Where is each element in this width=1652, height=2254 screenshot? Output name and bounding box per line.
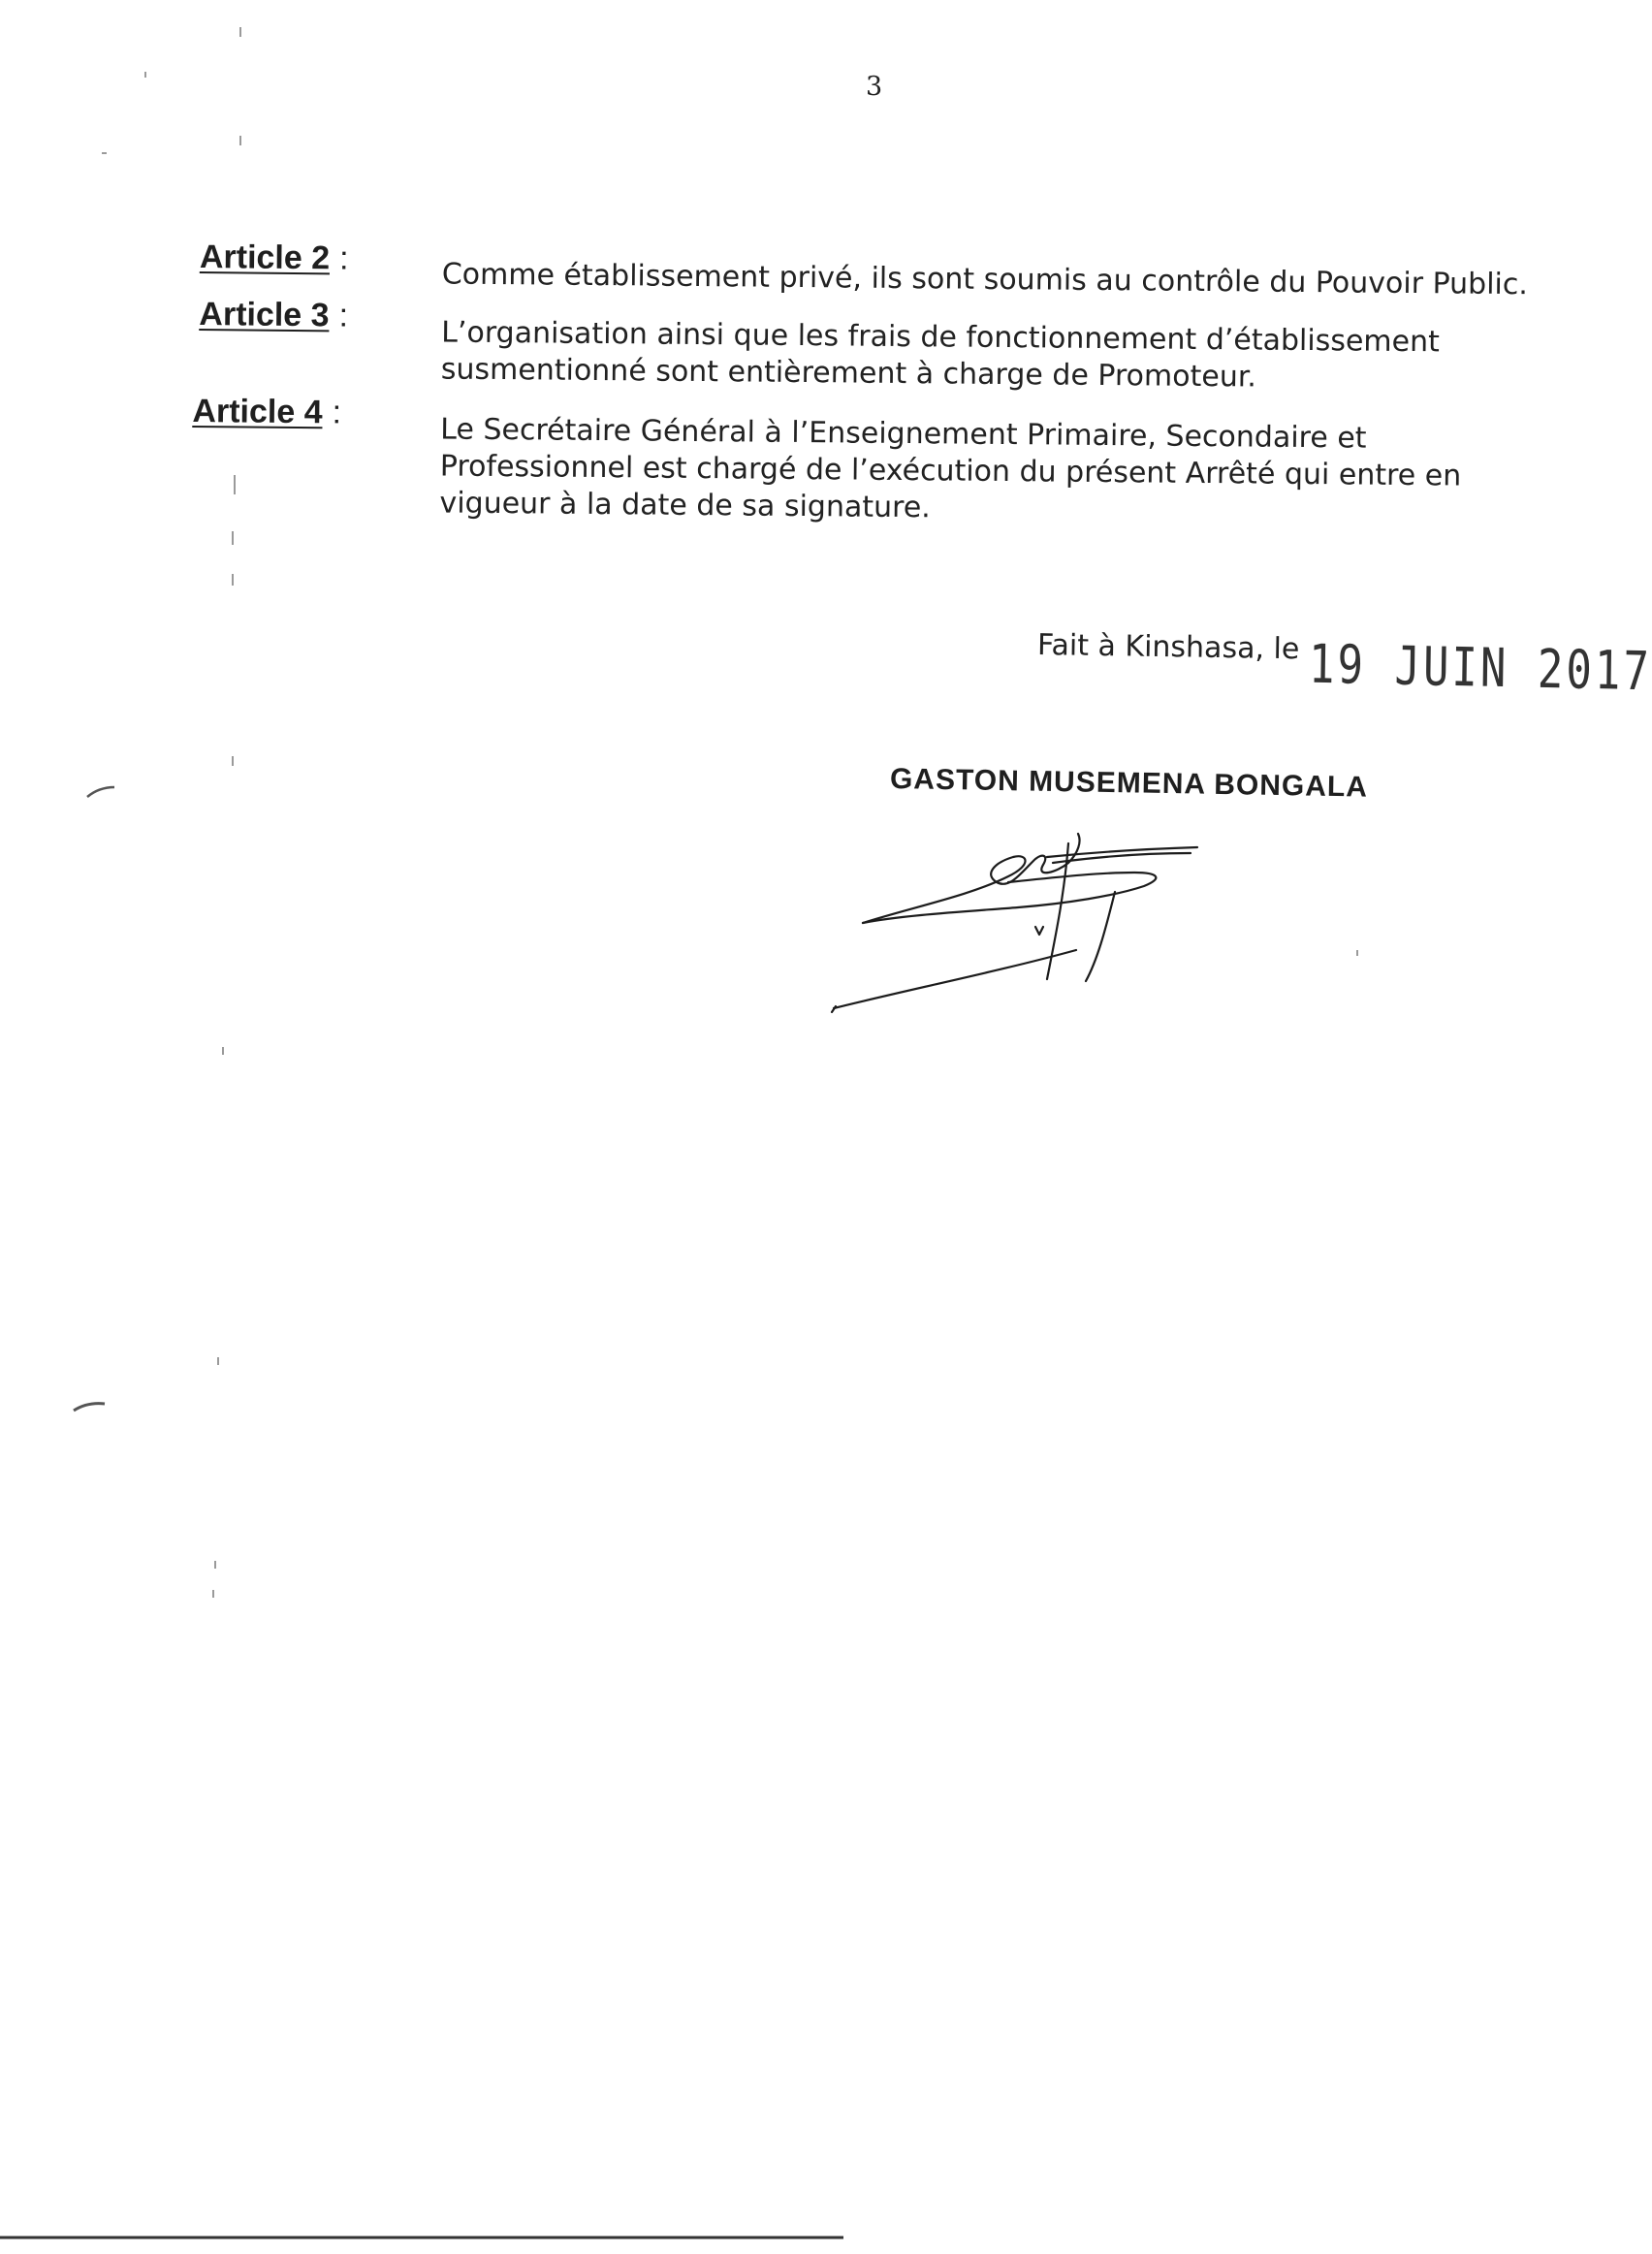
article-2-colon: : bbox=[338, 239, 349, 277]
article-4-line: Le Secrétaire Général à l’Enseignement Primaire, Secondaire et bbox=[440, 412, 1367, 456]
article-4-label bbox=[192, 393, 341, 431]
page-number: 3 bbox=[866, 72, 883, 102]
article-2-title: Article 2 bbox=[199, 238, 331, 277]
article-4-title: Article 4 bbox=[192, 392, 323, 431]
article-2-line: Comme établissement privé, ils sont soumis au contrôle du Pouvoir Public. bbox=[441, 257, 1529, 302]
date-stamp: 19 JUIN 2017 bbox=[1308, 633, 1652, 704]
signatory-name: GASTON MUSEMENA BONGALA bbox=[889, 763, 1369, 804]
article-3-colon: : bbox=[338, 297, 349, 334]
article-4-line: vigueur à la date de sa signature. bbox=[439, 486, 931, 525]
article-4-colon: : bbox=[332, 394, 342, 431]
article-4-line: Professionnel est chargé de l’exécution du présent Arrêté qui entre en bbox=[439, 449, 1462, 493]
article-3-line: susmentionné sont entièrement à charge de Promoteur. bbox=[440, 352, 1257, 395]
article-4-text bbox=[439, 411, 1545, 532]
handwritten-signature bbox=[824, 814, 1231, 1028]
article-3-title: Article 3 bbox=[199, 296, 330, 334]
article-2-label bbox=[200, 238, 349, 277]
article-3-label bbox=[199, 296, 348, 334]
article-3-text bbox=[441, 314, 1547, 398]
article-3-line: L’organisation ainsi que les frais de fonctionnement d’établissement bbox=[441, 315, 1441, 360]
place-and-date-label: Fait à Kinshasa, le bbox=[1036, 628, 1300, 667]
